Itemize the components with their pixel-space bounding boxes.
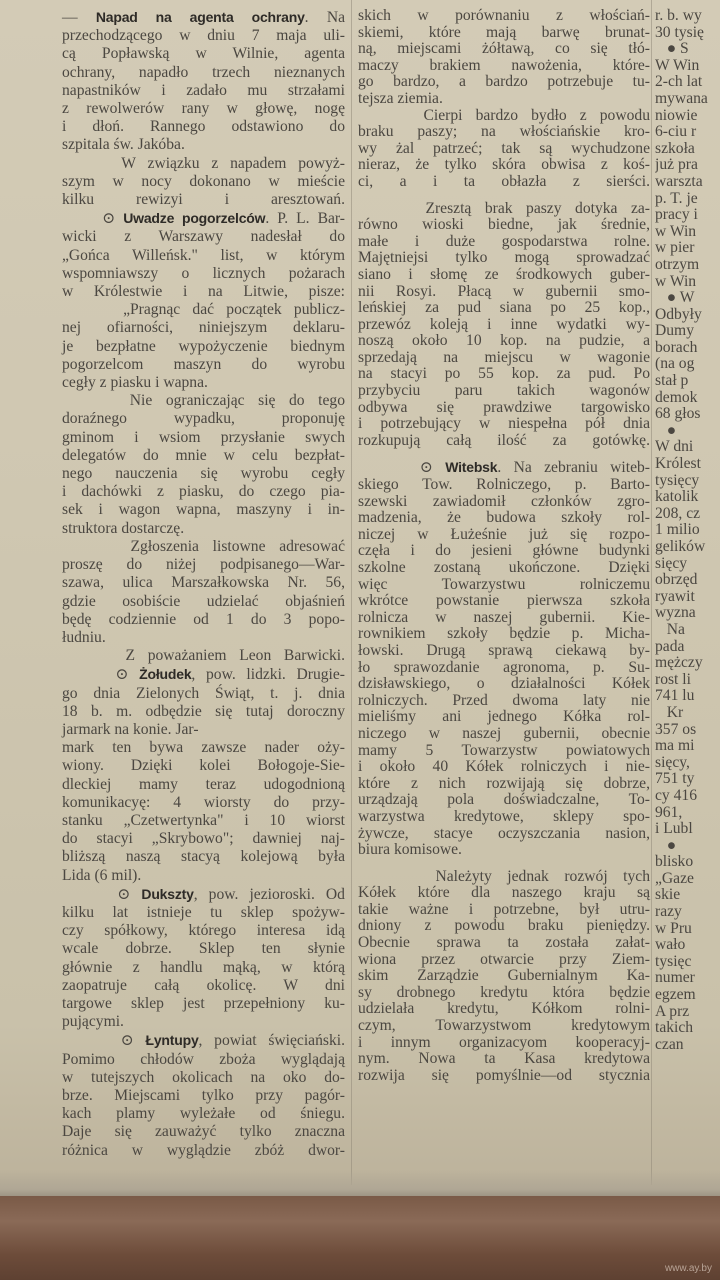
text-line: (na og [655, 355, 695, 373]
text-line: stał p [655, 372, 689, 390]
text-line: warszta [655, 172, 703, 190]
text-line: sprzedają na miejscu w wagonie [358, 348, 650, 366]
text-line: nej ofiarności, niniejszym deklaru- [62, 319, 345, 337]
text-line: urządzają pola doświadczalne, To- [358, 791, 650, 809]
text-line: Lida (6 mil). [62, 866, 142, 884]
text-line: siano i słomę ze środkowych guber- [358, 265, 650, 283]
text-line: numer [655, 969, 695, 987]
text-line: sięcy [655, 554, 688, 572]
text-fragment: . Na [304, 9, 345, 26]
text-line: braku paszy; na włościańskie kro- [358, 123, 650, 141]
text-line: nym. Nowa ta Kasa kredytowa [358, 1050, 650, 1068]
text-line: pada [655, 637, 685, 655]
text-line: nii Rosyi. Płacą w gubernii smo- [358, 282, 650, 300]
text-fragment: , powiat święciański. [198, 1032, 345, 1050]
text-line: szym w nocy dokonano w mieście [62, 172, 345, 190]
text-line: Odbyły [655, 305, 702, 323]
text-line: ● W [655, 289, 695, 307]
text-line: kilku lat istnieje tu sklep spożyw- [62, 903, 345, 921]
text-line: łowski. Drugą sprawą ciekawą by- [358, 641, 650, 659]
text-line: i dachówki z piasku, do czego pia- [62, 483, 345, 501]
text-line: Dumy [655, 322, 694, 340]
text-line: przechodzącego w dniu 7 maja uli- [62, 27, 345, 45]
text-line: niowie [655, 106, 698, 124]
text-line: go bardzo, a bardzo potrzebuje tu- [358, 73, 650, 91]
text-line: gelików [655, 538, 706, 555]
text-line: szewski zawiadomił członków zgro- [358, 492, 650, 510]
text-line: napastników i zadało mu strzałami [62, 81, 345, 99]
text-line: 30 tysię [655, 23, 704, 41]
text-line: szkolne zostaną ukończone. Dzięki [358, 559, 650, 576]
text-line [62, 1031, 345, 1050]
text-line: targowe sklep jest przepełniony ku- [62, 994, 345, 1012]
text-line: w tutejszych okolicach na oko do- [62, 1068, 345, 1086]
text-line: gminom i wsiom przysłanie swych [62, 428, 345, 446]
text-line: ci, a i ta obłazła z sierści. [358, 172, 650, 190]
text-line: ● S [655, 40, 689, 58]
text-line: Na [655, 620, 685, 638]
column-rule [651, 0, 652, 1185]
text-line: wspomniawszy o licznych pożarach [62, 264, 345, 282]
text-line: W Win [655, 56, 700, 74]
text-line: blisko [655, 853, 694, 871]
text-line: nieraz, że tylko skóra obwisa z koś- [358, 156, 650, 174]
text-line: ło sprawozdanie agronoma, p. Su- [358, 658, 650, 676]
text-line: mamy 5 Towarzystw powiatowych [358, 741, 650, 759]
text-fragment: , pow. lidzki. Drugie- [191, 666, 345, 684]
text-line: wkrótce powstanie pierwsza szkoła [358, 592, 650, 610]
text-line: Z poważaniem Leon Barwicki. [62, 647, 345, 665]
text-line: delegatów do mnie w celu bezpłat- [62, 446, 345, 464]
text-line: już pra [655, 156, 698, 174]
text-line: wiony. Dzięki kolei Bołogoje-Sie- [62, 757, 345, 775]
text-line: częła i do jesieni główne budynki [358, 542, 650, 560]
text-line: p. T. je [655, 189, 698, 207]
text-line: Obecnie sprawa ta została załat- [358, 934, 650, 952]
text-line: gdzie osobiście udzielać objaśnień [62, 592, 345, 610]
text-line: Należyty jednak rozwój tych [358, 867, 650, 885]
text-line: tysięc [655, 952, 692, 970]
text-line: borach [655, 338, 698, 356]
text-line: zaopatruje całą okolicę. W dni [62, 976, 345, 994]
text-line: pującymi. [62, 1013, 124, 1031]
text-line: czy spółkowy, którego interesa idą [62, 922, 345, 940]
text-line: „Gońca Willeńsk." list, w którym [62, 246, 345, 264]
text-line: do stacyi „Skrybowo"; dawniej naj- [62, 830, 345, 848]
text-line: r. b. wy [655, 8, 702, 24]
text-line: „Gaze [655, 869, 694, 887]
text-line: ● [655, 836, 677, 854]
text-line: Zresztą brak paszy dotyka za- [358, 199, 650, 217]
text-line: dzisławskiego, o działalności Kółek [358, 675, 650, 693]
text-line: obrzęd [655, 571, 698, 589]
text-line: Majętniejsi tylko mogą sprowadzać [358, 249, 650, 267]
text-line: szawa, ulica Marszałkowska Nr. 56, [62, 574, 345, 592]
text-line: 2-ch lat [655, 73, 703, 91]
text-line: Pomimo chłodów zboża wyglądają [62, 1050, 345, 1068]
text-line: 357 os [655, 720, 697, 738]
text-line: cą Popławską w Wilnie, agenta [62, 45, 345, 63]
text-line: odbywa się prawdziwe targowisko [358, 398, 650, 416]
text-line: i potrzebujący w niespełna pół dnia [358, 415, 650, 433]
text-line: mieliśmy ani jednego Kółka rol- [358, 708, 650, 726]
text-fragment: ⊙ [62, 666, 140, 684]
text-line: i Lubl [655, 820, 693, 838]
text-line: szpitala św. Jakóba. [62, 136, 185, 154]
text-line: w Pru [655, 919, 692, 937]
text-line: proszę do niżej podpisanego—War- [62, 556, 345, 574]
text-line: 1 milio [655, 521, 700, 539]
text-line: skich w porównaniu z włościań- [358, 7, 650, 24]
article-heading: Uwadze pogorzelców [123, 210, 266, 227]
text-line: przybyciu paru takich wagonów [358, 382, 650, 400]
text-line: wcale dobrze. Sklep ten słynie [62, 940, 345, 958]
newspaper-column-3-partial [655, 8, 720, 1053]
text-line: rownikiem szkoły będzie p. Micha- [358, 625, 650, 643]
text-line: doraźnego wypadku, proponuję [62, 410, 345, 428]
text-line: szkoła [655, 139, 695, 157]
text-line: nego nauczenia się wyrobu cegły [62, 465, 345, 483]
text-line [358, 459, 650, 477]
text-fragment: — [62, 9, 96, 26]
text-line: rozwija się pomyślnie—od stycznia [358, 1066, 650, 1084]
text-line: tejsza ziemia. [358, 89, 443, 107]
text-line: kach plamy wyleżałe od śniegu. [62, 1105, 345, 1123]
text-line: skiego Tow. Rolniczego, p. Barto- [358, 476, 650, 494]
text-line: na stacyi po 55 kop. za pud. Po [358, 365, 650, 383]
text-line: skie [655, 886, 681, 904]
text-fragment: ⊙ [62, 210, 124, 228]
article-heading: Napad na agenta ochrany [95, 9, 305, 25]
text-line: madzenia, że budowa szkoły rol- [358, 509, 650, 527]
article-heading: Żołudek [139, 666, 192, 683]
newspaper-column-1 [62, 8, 345, 1160]
text-line: W dni [655, 438, 694, 456]
text-line: rozkupują całą ilość za gotówkę. [358, 431, 650, 449]
text-line: ochrany, napadło trzech nieznanych [62, 63, 345, 81]
text-line: udzielała kredytu, Kółkom rolni- [358, 1000, 650, 1018]
text-line: i innym organizacyom kooperacyj- [358, 1033, 650, 1051]
text-line: wało [655, 936, 686, 954]
text-line: czan [655, 1035, 684, 1053]
text-line: skim Zarządzie Gubernialnym Ka- [358, 967, 650, 985]
article-heading: Witebsk [445, 459, 498, 476]
text-line: więc Towarzystwu rolniczemu [358, 575, 650, 593]
text-line: stanku „Czetwertynka" i 10 wiorst [62, 811, 345, 829]
text-line: bliższą naszą stacyą kolejową była [62, 848, 345, 866]
text-line: maczy brakiem nawożenia, które- [358, 56, 650, 74]
text-line: wyzna [655, 604, 696, 622]
text-line: sek i wagon wapna, maszyny i in- [62, 501, 345, 519]
text-line: 208, cz [655, 504, 701, 522]
text-line: niczego w naszej gubernii, obecnie [358, 724, 650, 742]
text-line: rolnicza w naszej gubernii. Kie- [358, 608, 650, 626]
text-line: mark ten bywa zawsze nader oży- [62, 739, 345, 757]
text-line: w pier [655, 239, 695, 257]
text-line: przewóz koleją i inne wydatki wy- [358, 315, 650, 333]
text-fragment: . Na zebraniu witeb- [497, 459, 650, 477]
text-line: Daje się zauważyć tylko znaczna [62, 1123, 345, 1141]
text-line: łudniu. [62, 628, 106, 646]
text-line: W związku z napadem powyż- [62, 154, 346, 172]
article-heading: Dukszty [141, 885, 194, 902]
text-line: z rewolwerów rany w głowę, nogę [62, 100, 345, 118]
text-line [62, 885, 345, 904]
text-line: Cierpi bardzo bydło z powodu [358, 106, 650, 124]
text-line: egzem [655, 986, 696, 1004]
column-rule [351, 0, 352, 1185]
text-line: czym, Towarzystwom kredytowym [358, 1017, 650, 1035]
text-line: w Win [655, 222, 697, 240]
text-fragment: . P. L. Bar- [265, 210, 345, 228]
text-fragment: ⊙ [62, 1032, 146, 1050]
text-line [358, 449, 650, 459]
text-line: cy 416 [655, 786, 698, 804]
text-line: małe i duże gospodarstwa rolne. [358, 232, 650, 250]
text-line: jarmark na konie. Jar- [62, 720, 199, 738]
text-line: Kółek które dla naszego kraju są [358, 884, 650, 902]
text-line: będę codziennie od 1 do 3 popo- [62, 610, 345, 628]
text-line: żywcze, stacye oczyszczania nasion, [358, 824, 650, 842]
text-line: dniony z powodu braku pieniędzy. [358, 917, 650, 935]
text-line: skiemi, które mają barwę brunat- [358, 23, 650, 41]
text-line: które z nich rozwijają się dobrze, [358, 774, 650, 792]
text-fragment: , pow. jezioroski. Od [193, 885, 345, 903]
text-line: Kr [655, 703, 684, 721]
text-line: demok [655, 388, 698, 406]
text-line: tysięcy [655, 471, 700, 489]
article-heading: Łyntupy [145, 1032, 199, 1049]
text-line: Królest [655, 455, 701, 473]
text-line: A prz [655, 1002, 690, 1020]
wooden-table-surface [0, 1196, 720, 1280]
text-line: brze. Miejscami tylko przy pagór- [62, 1086, 345, 1104]
text-line: sy drobnego kredytu która będzie [358, 983, 650, 1001]
text-line: 751 ty [655, 770, 695, 788]
text-line: pogorzelcom maszyn do wyrobu [62, 355, 345, 373]
text-line: takich [655, 1019, 694, 1037]
text-line: 741 lu [655, 687, 695, 705]
text-line: różnica w wyglądzie zbóż dwor- [62, 1141, 345, 1159]
text-line: w Królestwie i na Litwie, pisze: [62, 283, 345, 301]
text-line: 68 głos [655, 405, 701, 423]
text-line: Nie ograniczając się do tego [62, 392, 345, 410]
text-line: 6-ciu r [655, 123, 697, 141]
text-line: i około 40 Kółek rolniczych i nie- [358, 758, 650, 776]
text-fragment: ⊙ [62, 885, 142, 903]
text-line: głównie z handlu mąką, w którą [62, 958, 345, 976]
text-line: pracy i [655, 206, 698, 224]
text-line: warzystwa kredytowe, sklepy spo- [358, 807, 650, 825]
text-line: Zgłoszenia listowne adresować [62, 537, 345, 555]
text-line: cegły z piasku i wapna. [62, 374, 208, 392]
text-line: ną, miejscami żółtawą, co się tłó- [358, 40, 650, 58]
text-line: wy żal patrzeć; tak są wychudzone [358, 139, 650, 157]
text-line [62, 8, 345, 27]
text-line: ryawit [655, 587, 695, 605]
text-line: w Win [655, 272, 697, 290]
watermark: www.ay.by [664, 1263, 712, 1274]
text-line: ma mi [655, 737, 695, 755]
text-line: wicki z Warszawy nadesłał do [62, 228, 345, 246]
text-line: katolik [655, 488, 699, 506]
text-line: mężczy [655, 654, 703, 672]
text-line: razy [655, 903, 682, 921]
text-line: dleckiej mamy teraz udogodnioną [62, 775, 345, 793]
text-line: i dłoń. Rannego odstawiono do [62, 118, 345, 136]
newspaper-column-2 [358, 8, 650, 1084]
text-line: otrzym [655, 255, 700, 273]
text-line: sięcy, [655, 753, 690, 771]
text-line: noszą około 10 kop. na pudzie, a [358, 332, 650, 350]
text-line: rost li [655, 670, 691, 688]
text-line: takie ważne i potrzebne, był utru- [358, 900, 650, 918]
text-fragment: ⊙ [358, 459, 446, 477]
text-line: wiona przez otwarcie przy Ziem- [358, 950, 650, 968]
text-line: „Pragnąc dać początek publicz- [62, 301, 345, 319]
text-line: mywana [655, 89, 708, 107]
text-line: komunikacyę: 4 wiorsty do przy- [62, 793, 345, 811]
text-line: biura komisowe. [358, 841, 462, 859]
text-line: je bezpłatne wypożyczenie biednym [62, 337, 345, 355]
text-line: leńskiej za pud siana po 25 kop., [358, 299, 650, 317]
text-line: 18 b. m. odbędzie się tutaj doroczny [62, 702, 345, 720]
text-line [62, 209, 345, 228]
text-line: 961, [655, 803, 683, 821]
text-line: kilku rewizyi i aresztowań. [62, 191, 345, 209]
text-line: rolniczych. Przed dwoma laty nie [358, 691, 650, 709]
text-line: niczej w Łużeśnie już się rozpo- [358, 525, 650, 543]
text-line: struktora dostarczę. [62, 519, 185, 537]
text-line: równo wioski biedne, jak średnie, [358, 216, 650, 234]
text-line: go dnia Zielonych Świąt, t. j. dnia [62, 684, 345, 702]
text-line [62, 665, 345, 684]
text-line: ● [655, 421, 677, 439]
